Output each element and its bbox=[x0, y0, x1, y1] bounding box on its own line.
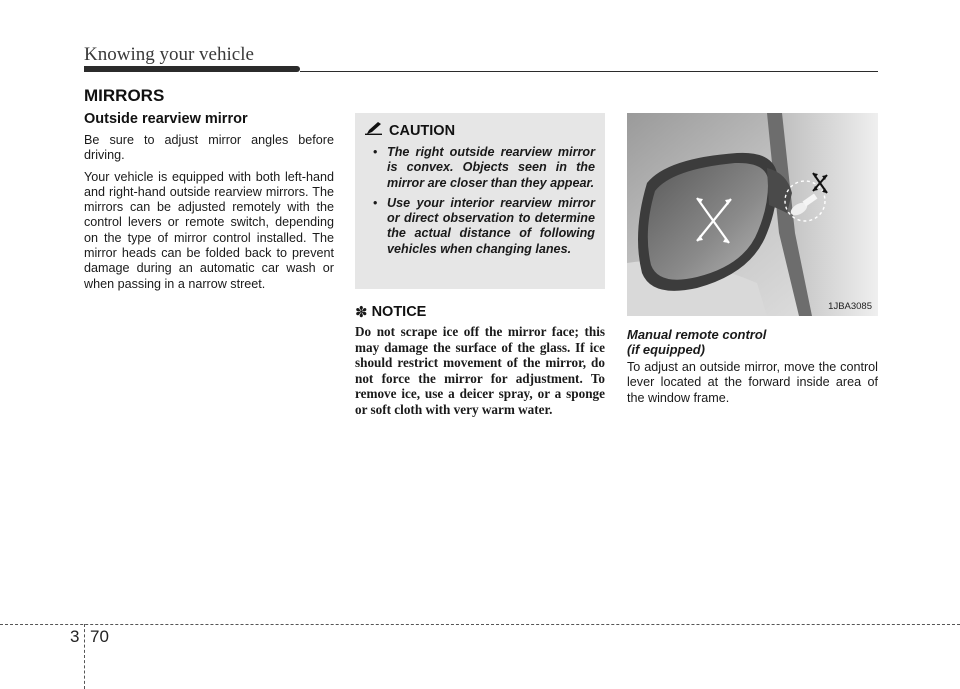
mirror-illustration bbox=[627, 113, 878, 316]
section-title: MIRRORS bbox=[84, 86, 165, 105]
caution-list bbox=[365, 145, 595, 257]
manual-remote-subhead-line: (if equipped) bbox=[627, 342, 705, 357]
photo-code: 1JBA3085 bbox=[828, 301, 872, 312]
page-number: 70 bbox=[90, 627, 109, 646]
outside-mirror-paragraph: Be sure to adjust mirror angles before driving. bbox=[84, 133, 334, 163]
header-rule-thick bbox=[84, 66, 300, 72]
page-chapter-number: 3 bbox=[70, 627, 80, 646]
header-rule-thin bbox=[300, 71, 878, 72]
running-header-title: Knowing your vehicle bbox=[84, 44, 254, 65]
caution-header bbox=[365, 121, 595, 140]
manual-remote-text: To adjust an outside mirror, move the control lever located at the forward inside area of the window frame. bbox=[627, 360, 878, 405]
footer-rule bbox=[0, 624, 960, 625]
notice-label: NOTICE bbox=[371, 304, 427, 320]
caution-pencil-icon bbox=[365, 121, 383, 140]
notice-header bbox=[355, 303, 605, 321]
caution-label: CAUTION bbox=[389, 122, 456, 139]
caution-box bbox=[355, 113, 605, 289]
notice-block bbox=[355, 303, 605, 418]
outside-mirror-column bbox=[84, 111, 334, 298]
manual-remote-subhead-line: Manual remote control bbox=[627, 327, 767, 342]
caution-item: • Use your interior rearview mirror or direct observation to determine the actual distance of following vehicles when changing lanes. bbox=[373, 195, 595, 256]
mirror-control-photo bbox=[627, 113, 878, 316]
outside-mirror-subhead: Outside rearview mirror bbox=[84, 111, 248, 127]
caution-item: • The right outside rearview mirror is convex. Objects seen in the mirror are closer than they appear. bbox=[373, 145, 595, 190]
notice-text: Do not scrape ice off the mirror face; this may damage the surface of the glass. If ice should restrict movement of the mirror, do not force the mirror for adjustment. To remove ice, use a deicer spray, or a sponge or soft cloth with very warm water. bbox=[355, 324, 605, 417]
outside-mirror-paragraph: Your vehicle is equipped with both left-hand and right-hand outside rearview mirrors. The mirrors can be adjusted remotely with the control levers or remote switch, depending on the type of mirror control installed. The mirror heads can be folded back to prevent damage during an automatic car wash or when passing in a narrow street. bbox=[84, 169, 334, 291]
notice-asterisk-icon: ✽ bbox=[355, 304, 368, 321]
manual-remote-subhead bbox=[627, 327, 878, 357]
manual-remote-column bbox=[627, 327, 878, 412]
footer-vertical-rule bbox=[84, 624, 85, 689]
